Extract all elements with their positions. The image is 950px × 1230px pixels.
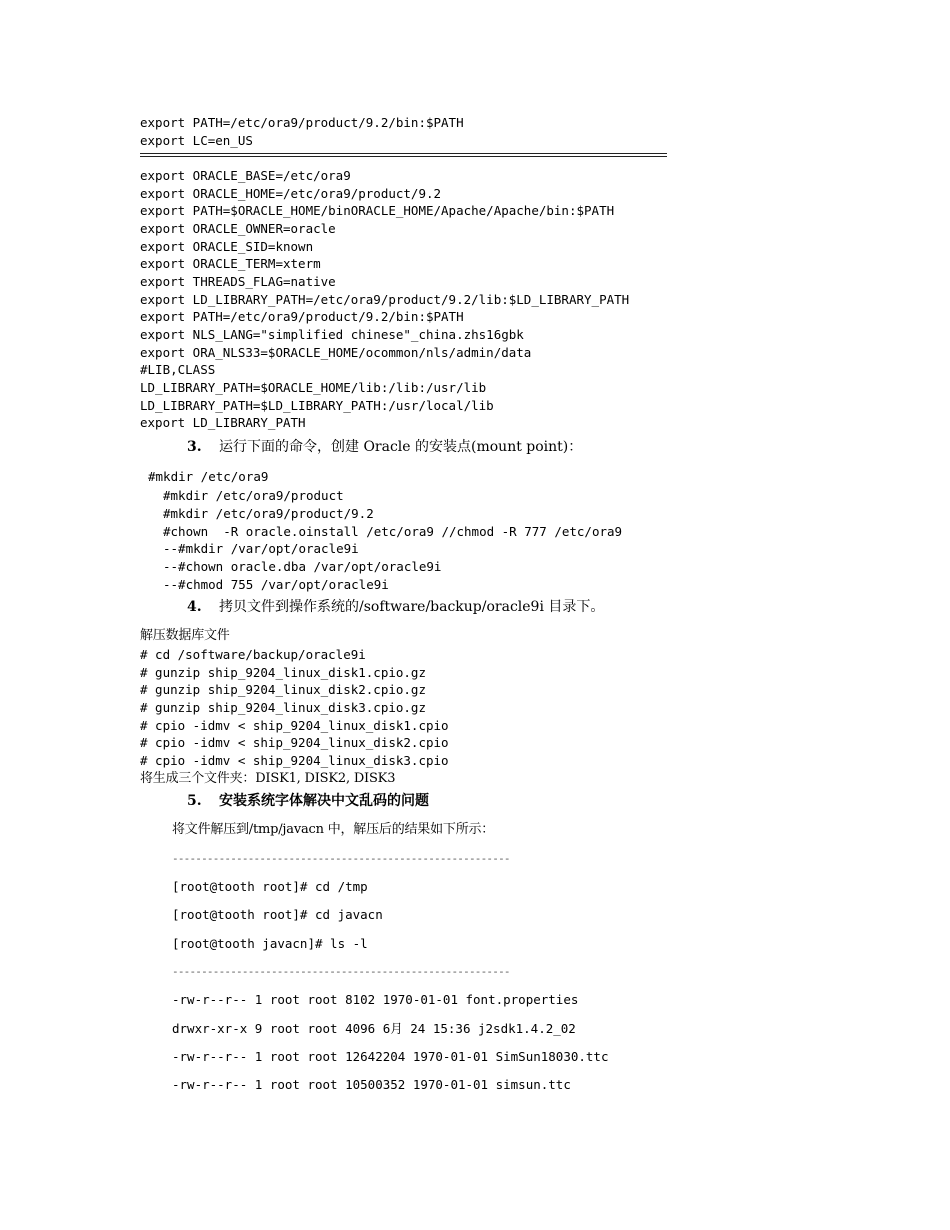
code-line: export PATH=/etc/ora9/product/9.2/bin:$PATH	[140, 115, 464, 130]
step-text: 安装系统字体解决中文乱码的问题	[219, 793, 429, 809]
code-line: export ORACLE_TERM=xterm	[140, 256, 321, 271]
code-line: export LD_LIBRARY_PATH	[140, 415, 306, 430]
step-text: 运行下面的命令，创建 Oracle 的安装点(mount point)：	[219, 439, 583, 455]
code-line: #mkdir /etc/ora9	[148, 469, 269, 484]
step-text: 拷贝文件到操作系统的/software/backup/oracle9i 目录下。	[219, 599, 605, 615]
code-line: export PATH=/etc/ora9/product/9.2/bin:$PATH	[140, 309, 464, 324]
dashed-separator: ----------------------------------------------------------	[172, 852, 510, 865]
text-line: 将生成三个文件夹：DISK1, DISK2, DISK3	[140, 771, 396, 786]
file-listing-line: -rw-r--r-- 1 root root 12642204 1970-01-01 SimSun18030.ttc	[172, 1049, 609, 1064]
file-listing-line: -rw-r--r-- 1 root root 10500352 1970-01-01 simsun.ttc	[172, 1077, 571, 1092]
code-line: export LC=en_US	[140, 133, 253, 148]
code-line: --#chmod 755 /var/opt/oracle9i	[163, 577, 389, 592]
code-line: export ORACLE_OWNER=oracle	[140, 221, 336, 236]
command-line: [root@tooth root]# cd /tmp	[172, 879, 368, 894]
code-line: # gunzip ship_9204_linux_disk2.cpio.gz	[140, 682, 426, 697]
code-line: --#mkdir /var/opt/oracle9i	[163, 541, 359, 556]
code-line: export ORACLE_HOME=/etc/ora9/product/9.2	[140, 186, 442, 201]
file-listing-line: drwxr-xr-x 9 root root 4096 6月 24 15:36 j2sdk1.4.2_02	[172, 1021, 576, 1036]
code-line: export THREADS_FLAG=native	[140, 274, 336, 289]
code-line: #mkdir /etc/ora9/product/9.2	[163, 506, 374, 521]
code-line: # cpio -idmv < ship_9204_linux_disk1.cpio	[140, 718, 449, 733]
step-3-heading	[187, 438, 582, 456]
code-line: export NLS_LANG="simplified chinese"_china.zhs16gbk	[140, 327, 524, 342]
code-line: LD_LIBRARY_PATH=$LD_LIBRARY_PATH:/usr/local/lib	[140, 398, 494, 413]
step-5-heading	[187, 792, 429, 810]
step-4-heading	[187, 598, 604, 616]
code-line: LD_LIBRARY_PATH=$ORACLE_HOME/lib:/lib:/usr/lib	[140, 380, 487, 395]
code-line: # cpio -idmv < ship_9204_linux_disk2.cpio	[140, 735, 449, 750]
file-listing-line: -rw-r--r-- 1 root root 8102 1970-01-01 font.properties	[172, 992, 579, 1007]
step-number: 5.	[187, 793, 202, 809]
code-line: # cd /software/backup/oracle9i	[140, 647, 366, 662]
dashed-separator: ----------------------------------------------------------	[172, 965, 510, 978]
code-line: # cpio -idmv < ship_9204_linux_disk3.cpio	[140, 753, 449, 768]
code-line: export PATH=$ORACLE_HOME/binORACLE_HOME/Apache/Apache/bin:$PATH	[140, 203, 615, 218]
text-line: 解压数据库文件	[140, 628, 230, 643]
intro-text: 将文件解压到/tmp/javacn 中，解压后的结果如下所示：	[172, 822, 495, 837]
command-line: [root@tooth root]# cd javacn	[172, 907, 383, 922]
step-number: 4.	[187, 599, 202, 615]
code-line: export ORACLE_SID=known	[140, 239, 314, 254]
code-line: export LD_LIBRARY_PATH=/etc/ora9/product/9.2/lib:$LD_LIBRARY_PATH	[140, 292, 630, 307]
code-line: #chown -R oracle.oinstall /etc/ora9 //chmod -R 777 /etc/ora9	[163, 524, 623, 539]
code-line: # gunzip ship_9204_linux_disk1.cpio.gz	[140, 665, 426, 680]
separator-rule	[140, 153, 667, 157]
command-line: [root@tooth javacn]# ls -l	[172, 936, 368, 951]
code-line: export ORA_NLS33=$ORACLE_HOME/ocommon/nls/admin/data	[140, 345, 532, 360]
code-line: # gunzip ship_9204_linux_disk3.cpio.gz	[140, 700, 426, 715]
code-line: export ORACLE_BASE=/etc/ora9	[140, 168, 351, 183]
step-number: 3.	[187, 439, 202, 455]
code-line: #mkdir /etc/ora9/product	[163, 488, 344, 503]
code-line: --#chown oracle.dba /var/opt/oracle9i	[163, 559, 442, 574]
code-line: #LIB,CLASS	[140, 362, 216, 377]
